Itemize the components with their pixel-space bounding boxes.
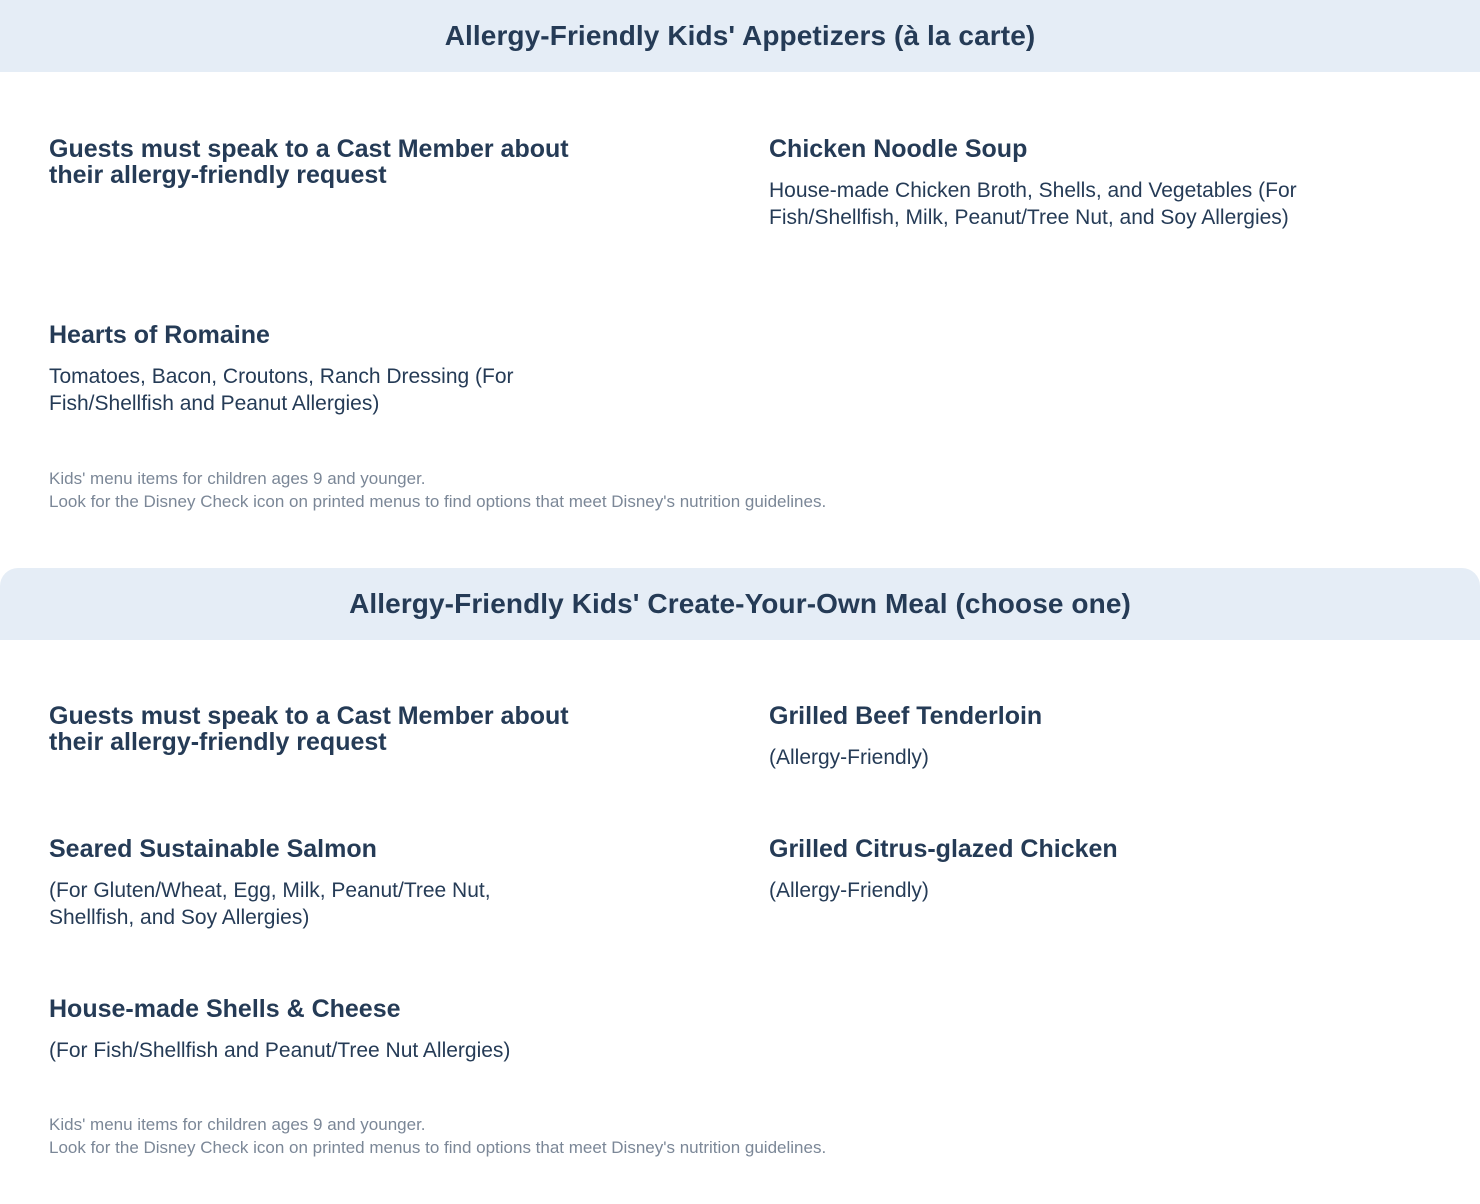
menu-item-hearts-of-romaine xyxy=(49,322,569,417)
menu-item-house-made-shells-and-cheese xyxy=(49,996,669,1064)
menu-item-name: Seared Sustainable Salmon xyxy=(49,835,377,863)
menu-item-description: (Allergy-Friendly) xyxy=(769,879,929,902)
menu-item-chicken-noodle-soup xyxy=(769,136,1329,231)
section-title: Allergy-Friendly Kids' Create-Your-Own Meal (choose one) xyxy=(349,588,1131,619)
menu-item-name: Grilled Beef Tenderloin xyxy=(769,702,1043,730)
menu-item-grilled-citrus-glazed-chicken xyxy=(769,836,1329,904)
menu-item-name: Hearts of Romaine xyxy=(49,321,270,349)
menu-item-description: Tomatoes, Bacon, Croutons, Ranch Dressing (For Fish/Shellfish and Peanut Allergies) xyxy=(49,365,514,415)
section-header-create-your-own-meal xyxy=(0,568,1480,640)
menu-item-seared-sustainable-salmon xyxy=(49,836,569,931)
section-footnote xyxy=(49,1113,1149,1159)
menu-item-name: Grilled Citrus-glazed Chicken xyxy=(769,835,1118,863)
footnote-age-note: Kids' menu items for children ages 9 and younger. xyxy=(49,469,426,488)
menu-item-grilled-beef-tenderloin xyxy=(769,703,1329,771)
footnote-disney-check-note: Look for the Disney Check icon on printed menus to find options that meet Disney's nutrition guidelines. xyxy=(49,492,827,511)
footnote-disney-check-note: Look for the Disney Check icon on printed menus to find options that meet Disney's nutrition guidelines. xyxy=(49,1138,827,1157)
allergy-notice xyxy=(49,703,609,755)
allergy-notice xyxy=(49,136,609,188)
footnote-age-note: Kids' menu items for children ages 9 and younger. xyxy=(49,1115,426,1134)
menu-item-description: (Allergy-Friendly) xyxy=(769,746,929,769)
menu-item-description: (For Gluten/Wheat, Egg, Milk, Peanut/Tree Nut, Shellfish, and Soy Allergies) xyxy=(49,879,491,929)
allergy-notice-text: Guests must speak to a Cast Member about their allergy-friendly request xyxy=(49,135,569,189)
section-header-appetizers xyxy=(0,0,1480,72)
allergy-notice-text: Guests must speak to a Cast Member about their allergy-friendly request xyxy=(49,702,569,756)
menu-item-description: (For Fish/Shellfish and Peanut/Tree Nut Allergies) xyxy=(49,1039,511,1062)
menu-item-description: House-made Chicken Broth, Shells, and Vegetables (For Fish/Shellfish, Milk, Peanut/Tree Nut, and Soy Allergies) xyxy=(769,179,1297,229)
menu-item-name: Chicken Noodle Soup xyxy=(769,135,1028,163)
section-footnote xyxy=(49,467,1149,513)
section-title: Allergy-Friendly Kids' Appetizers (à la carte) xyxy=(444,20,1036,51)
menu-item-name: House-made Shells & Cheese xyxy=(49,995,401,1023)
